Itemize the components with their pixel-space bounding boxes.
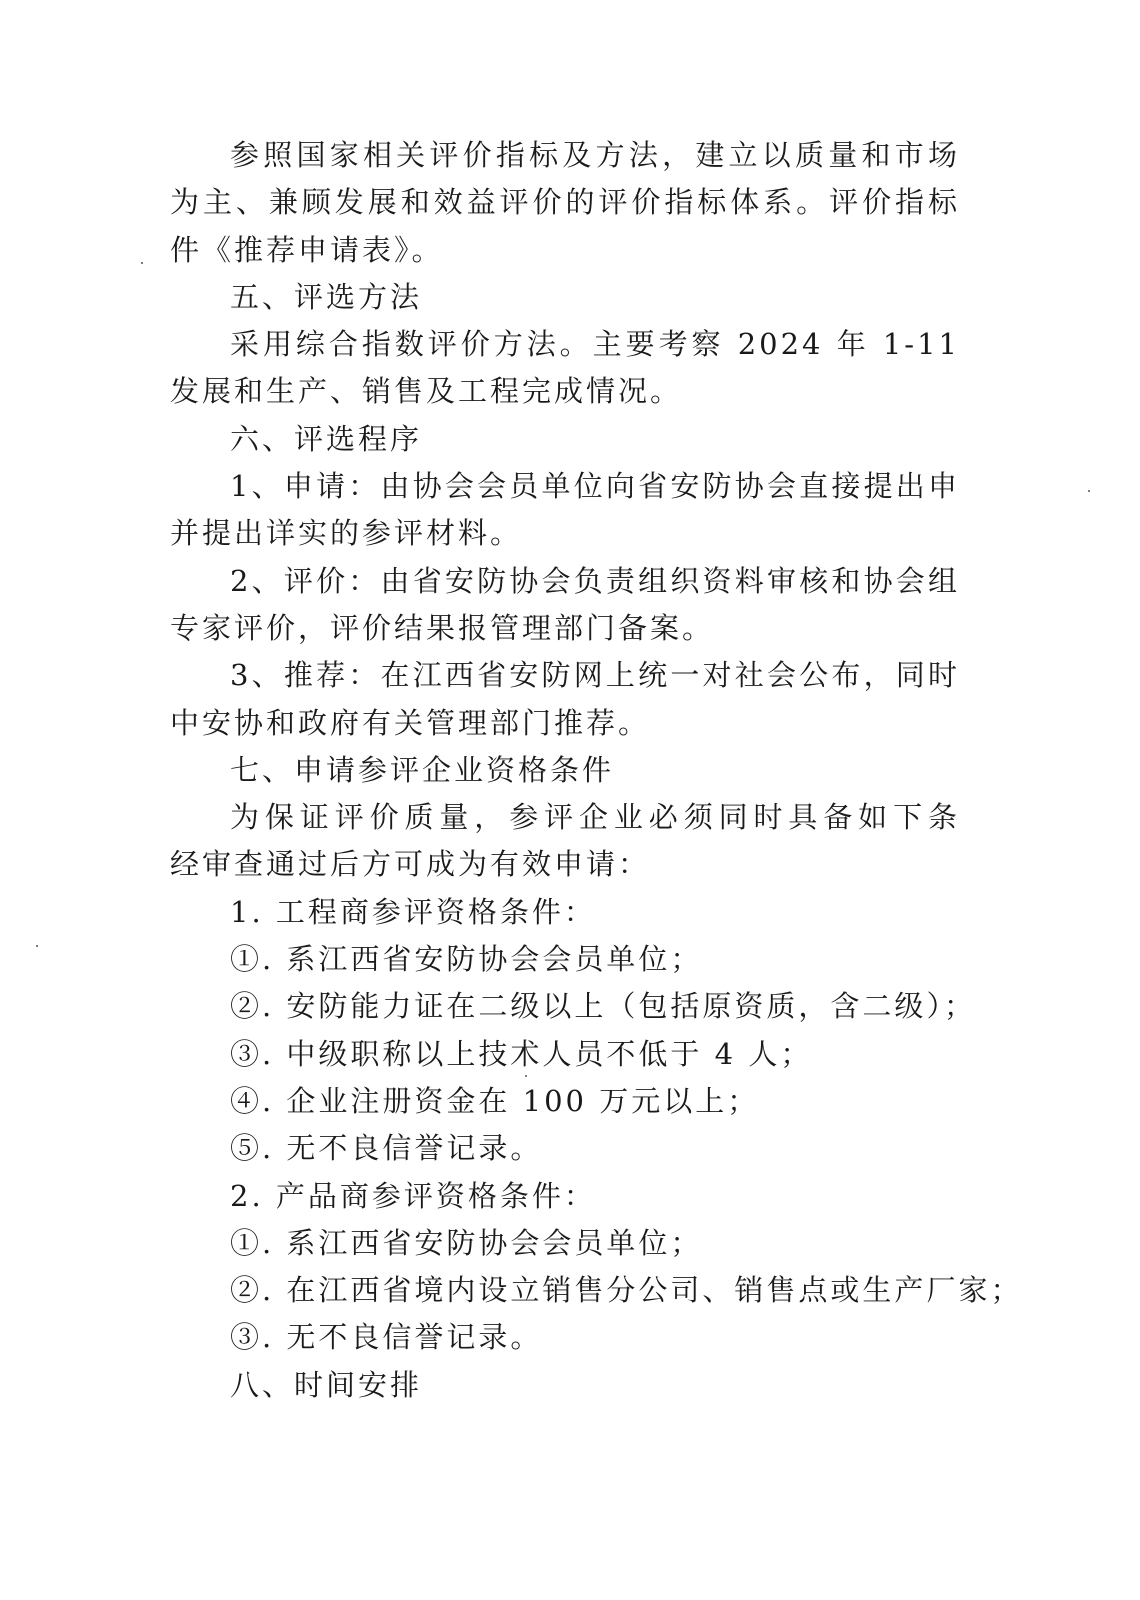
paragraph-line: 经审查通过后方可成为有效申请： — [170, 847, 651, 882]
document-body — [170, 132, 1023, 1409]
section-heading: 六、评选程序 — [230, 421, 423, 456]
paragraph-line: 1、申请：由协会会员单位向省安防协会直接提出申 — [230, 469, 960, 504]
paragraph-line: 件《推荐申请表》。 — [170, 232, 444, 267]
subsection-title: 1. 工程商参评资格条件： — [230, 894, 596, 929]
paragraph-line: 专家评价，评价结果报管理部门备案。 — [170, 610, 715, 645]
paragraph-line: 3、推荐：在江西省安防网上统一对社会公布，同时 — [230, 658, 960, 693]
list-item: ④. 企业注册资金在 100 万元以上； — [230, 1083, 760, 1118]
paragraph-line: 并提出详实的参评材料。 — [170, 516, 523, 551]
scan-speck — [141, 262, 143, 264]
list-item: ③. 无不良信誉记录。 — [230, 1320, 543, 1355]
scan-speck — [36, 945, 38, 947]
paragraph-line: 为主、兼顾发展和效益评价的评价指标体系。评价指标 — [170, 185, 960, 220]
paragraph-line: 参照国家相关评价指标及方法，建立以质量和市场 — [230, 138, 960, 172]
paragraph-line: 中安协和政府有关管理部门推荐。 — [170, 705, 651, 740]
list-item: ②. 安防能力证在二级以上（包括原资质，含二级）； — [230, 989, 976, 1024]
section-heading: 五、评选方法 — [230, 279, 423, 314]
list-item: ①. 系江西省安防协会会员单位； — [230, 1225, 703, 1260]
list-item: ⑤. 无不良信誉记录。 — [230, 1131, 543, 1166]
list-item: ②. 在江西省境内设立销售分公司、销售点或生产厂家； — [230, 1273, 1023, 1308]
paragraph-line: 采用综合指数评价方法。主要考察 2024 年 1-11 — [230, 327, 960, 362]
scan-speck — [1088, 490, 1090, 492]
list-item: ③. 中级职称以上技术人员不低于 4 人； — [230, 1036, 813, 1071]
paragraph-line: 发展和生产、销售及工程完成情况。 — [170, 374, 683, 409]
section-heading: 七、申请参评企业资格条件 — [230, 752, 615, 787]
paragraph-line: 2、评价：由省安防协会负责组织资料审核和协会组 — [230, 563, 960, 598]
paragraph-line: 为保证评价质量，参评企业必须同时具备如下条 — [230, 800, 960, 835]
section-heading: 八、时间安排 — [230, 1367, 423, 1402]
subsection-title: 2. 产品商参评资格条件： — [230, 1178, 596, 1213]
list-item: ①. 系江西省安防协会会员单位； — [230, 942, 703, 977]
